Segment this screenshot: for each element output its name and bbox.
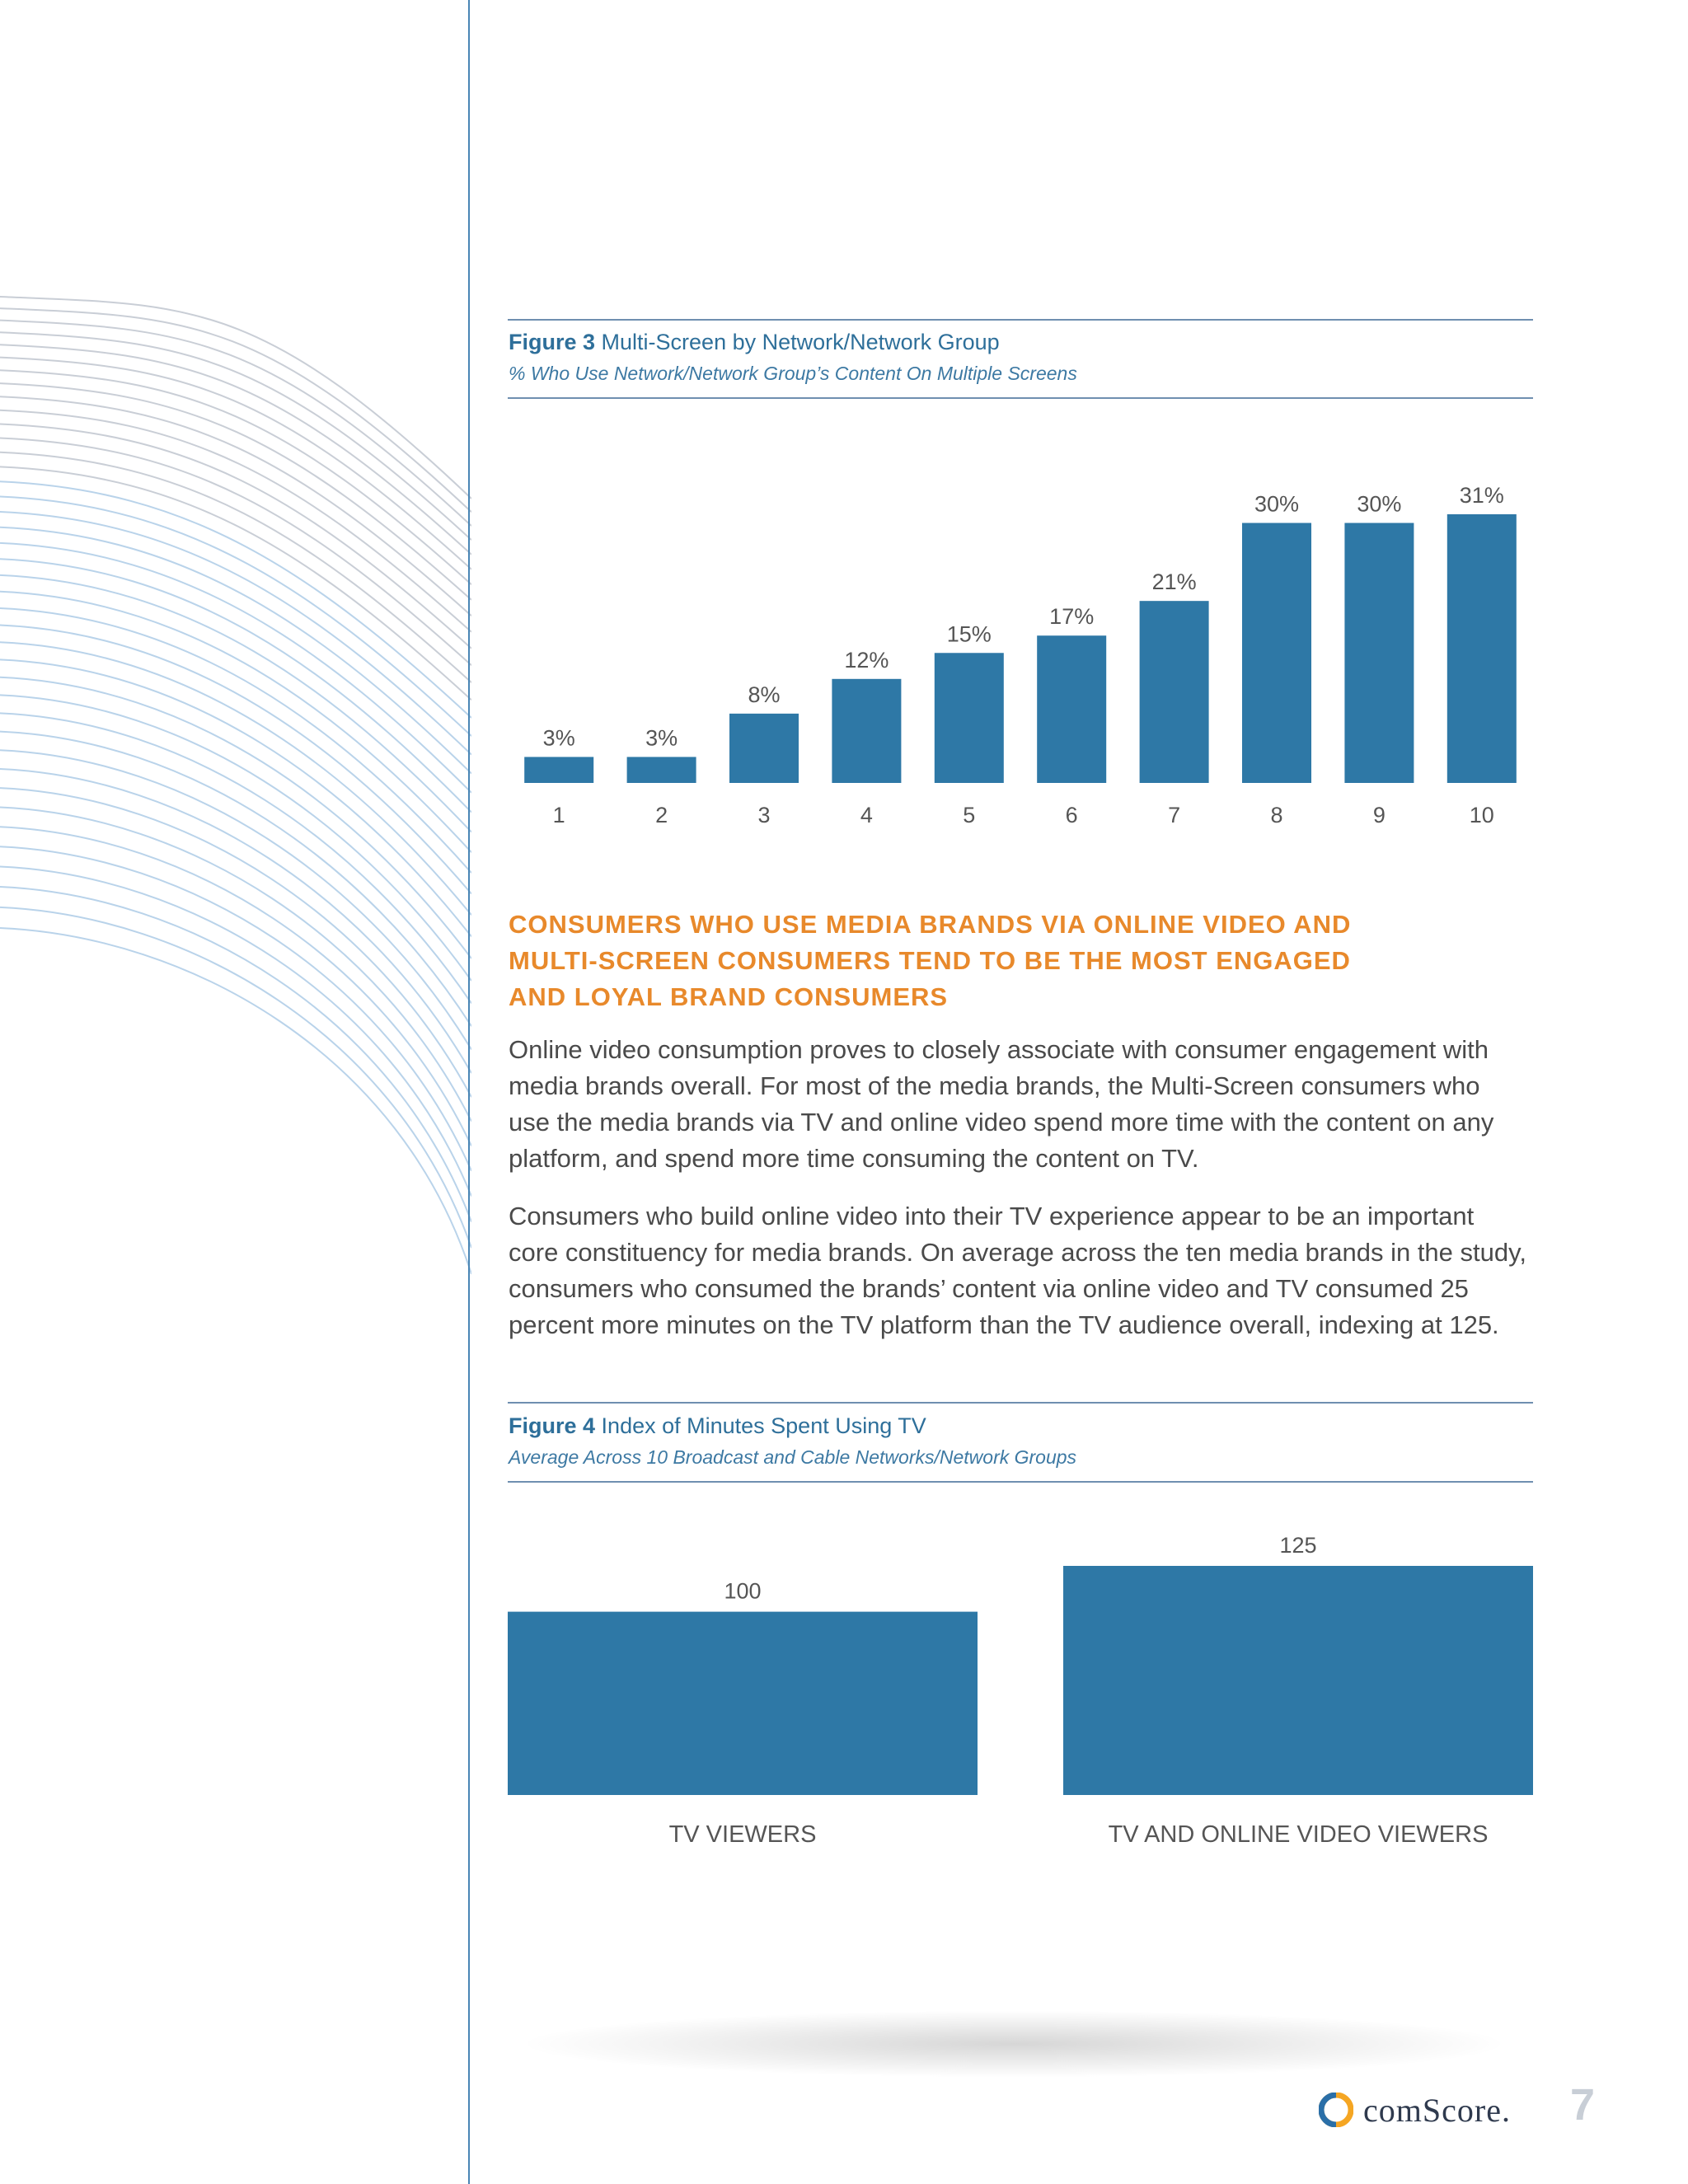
figure3-title	[509, 330, 1000, 355]
paragraph-line: Online video consumption proves to closely associate with consumer engagement with	[509, 1035, 1489, 1064]
chart-data-label: 17%	[1049, 604, 1095, 630]
chart-data-label: 31%	[1459, 483, 1504, 508]
decorative-line	[0, 750, 471, 1049]
chart-category-label: 5	[963, 803, 976, 827]
decorative-line	[0, 769, 471, 1073]
chart-data-label: 100	[724, 1578, 762, 1604]
decorative-line	[0, 297, 471, 499]
paragraph-line: percent more minutes on the TV platform than the TV audience overall, indexing at 125.	[509, 1310, 1499, 1339]
figure3-title-text: Multi-Screen by Network/Network Group	[601, 330, 1000, 354]
chart-bar	[524, 757, 593, 783]
paragraph-line: Consumers who build online video into their TV experience appear to be an important	[509, 1202, 1475, 1230]
paragraph-line: use the media brands via TV and online video spend more time with the content on any	[509, 1108, 1494, 1137]
paragraph-line: core constituency for media brands. On average across the ten media brands in the study,	[509, 1238, 1526, 1267]
figure3-bottom-rule	[508, 397, 1533, 399]
chart-bar	[1140, 601, 1209, 783]
page-number: 7	[1570, 2080, 1596, 2130]
figure4-title	[509, 1413, 926, 1439]
decorative-line	[0, 732, 471, 1027]
chart-data-label: 3%	[542, 725, 575, 751]
chart-bar	[729, 714, 799, 783]
chart-bar	[1344, 523, 1414, 783]
chart-bar	[832, 679, 901, 783]
chart-bar	[627, 757, 696, 783]
chart-data-label: 8%	[748, 682, 781, 707]
chart-category-label: 3	[757, 803, 771, 827]
heading-line: MULTI-SCREEN CONSUMERS TEND TO BE THE MOST ENGAGED	[509, 946, 1351, 975]
figure4-top-rule	[508, 1402, 1533, 1404]
decorative-line	[0, 713, 471, 1003]
decorative-line	[0, 438, 471, 666]
figure3-bar-chart	[495, 462, 1550, 849]
chart-category-label: 9	[1372, 803, 1386, 827]
chart-bar	[1063, 1566, 1533, 1795]
comscore-logo-icon	[1319, 2093, 1353, 2127]
figure3-subtitle: % Who Use Network/Network Group’s Content On Multiple Screens	[509, 363, 1077, 384]
paragraph-line: media brands overall. For most of the media brands, the Multi-Screen consumers who	[509, 1071, 1480, 1100]
chart-data-label: 15%	[946, 621, 992, 647]
decorative-line	[0, 308, 471, 512]
chart-bar	[508, 1612, 978, 1795]
figure4-subtitle: Average Across 10 Broadcast and Cable Networks/Network Groups	[509, 1446, 1077, 1468]
chart-bar	[935, 653, 1004, 783]
chart-category-label: 8	[1270, 803, 1283, 827]
paragraph-line: platform, and spend more time consuming the content on TV.	[509, 1144, 1199, 1173]
chart-data-label: 30%	[1357, 491, 1402, 517]
paragraph-1	[509, 1032, 1539, 1177]
chart-category-label: 4	[860, 803, 873, 827]
chart-category-label: TV AND ONLINE VIDEO VIEWERS	[1108, 1821, 1489, 1848]
decorative-line	[0, 907, 471, 1248]
paragraph-2	[509, 1198, 1539, 1343]
chart-data-label: 125	[1279, 1533, 1317, 1558]
chart-data-label: 21%	[1151, 569, 1197, 595]
chart-data-label: 3%	[645, 725, 678, 751]
decorative-line	[0, 424, 471, 649]
figure3-top-rule	[508, 319, 1533, 321]
figure4-title-text: Index of Minutes Spent Using TV	[601, 1413, 926, 1438]
chart-category-label: 1	[552, 803, 565, 827]
decorative-line	[0, 321, 471, 526]
chart-category-label: TV VIEWERS	[668, 1821, 817, 1848]
figure3-number: Figure 3	[509, 330, 596, 354]
figure4-bar-chart	[495, 1516, 1550, 1863]
chart-category-label: 10	[1469, 803, 1494, 827]
heading-line: CONSUMERS WHO USE MEDIA BRANDS VIA ONLINE VIDEO AND	[509, 910, 1352, 939]
comscore-logo-text: comScore.	[1363, 2091, 1511, 2129]
chart-bar	[1242, 523, 1311, 783]
chart-category-label: 2	[655, 803, 668, 827]
chart-bar	[1037, 635, 1106, 783]
figure4-number: Figure 4	[509, 1413, 596, 1438]
decorative-line	[0, 928, 471, 1274]
chart-category-label: 7	[1168, 803, 1181, 827]
decorative-line	[0, 626, 471, 894]
figure4-bottom-rule	[508, 1481, 1533, 1483]
section-heading	[509, 907, 1539, 1015]
decorative-curved-lines	[0, 272, 471, 1591]
chart-data-label: 30%	[1254, 491, 1300, 517]
decorative-shadow	[528, 2011, 1500, 2077]
paragraph-line: consumers who consumed the brands’ content via online video and TV consumed 25	[509, 1274, 1469, 1303]
chart-category-label: 6	[1065, 803, 1078, 827]
heading-line: AND LOYAL BRAND CONSUMERS	[509, 982, 949, 1011]
vertical-rule	[468, 0, 470, 2184]
chart-bar	[1447, 514, 1517, 783]
chart-data-label: 12%	[844, 647, 889, 673]
comscore-logo	[1319, 2089, 1511, 2130]
